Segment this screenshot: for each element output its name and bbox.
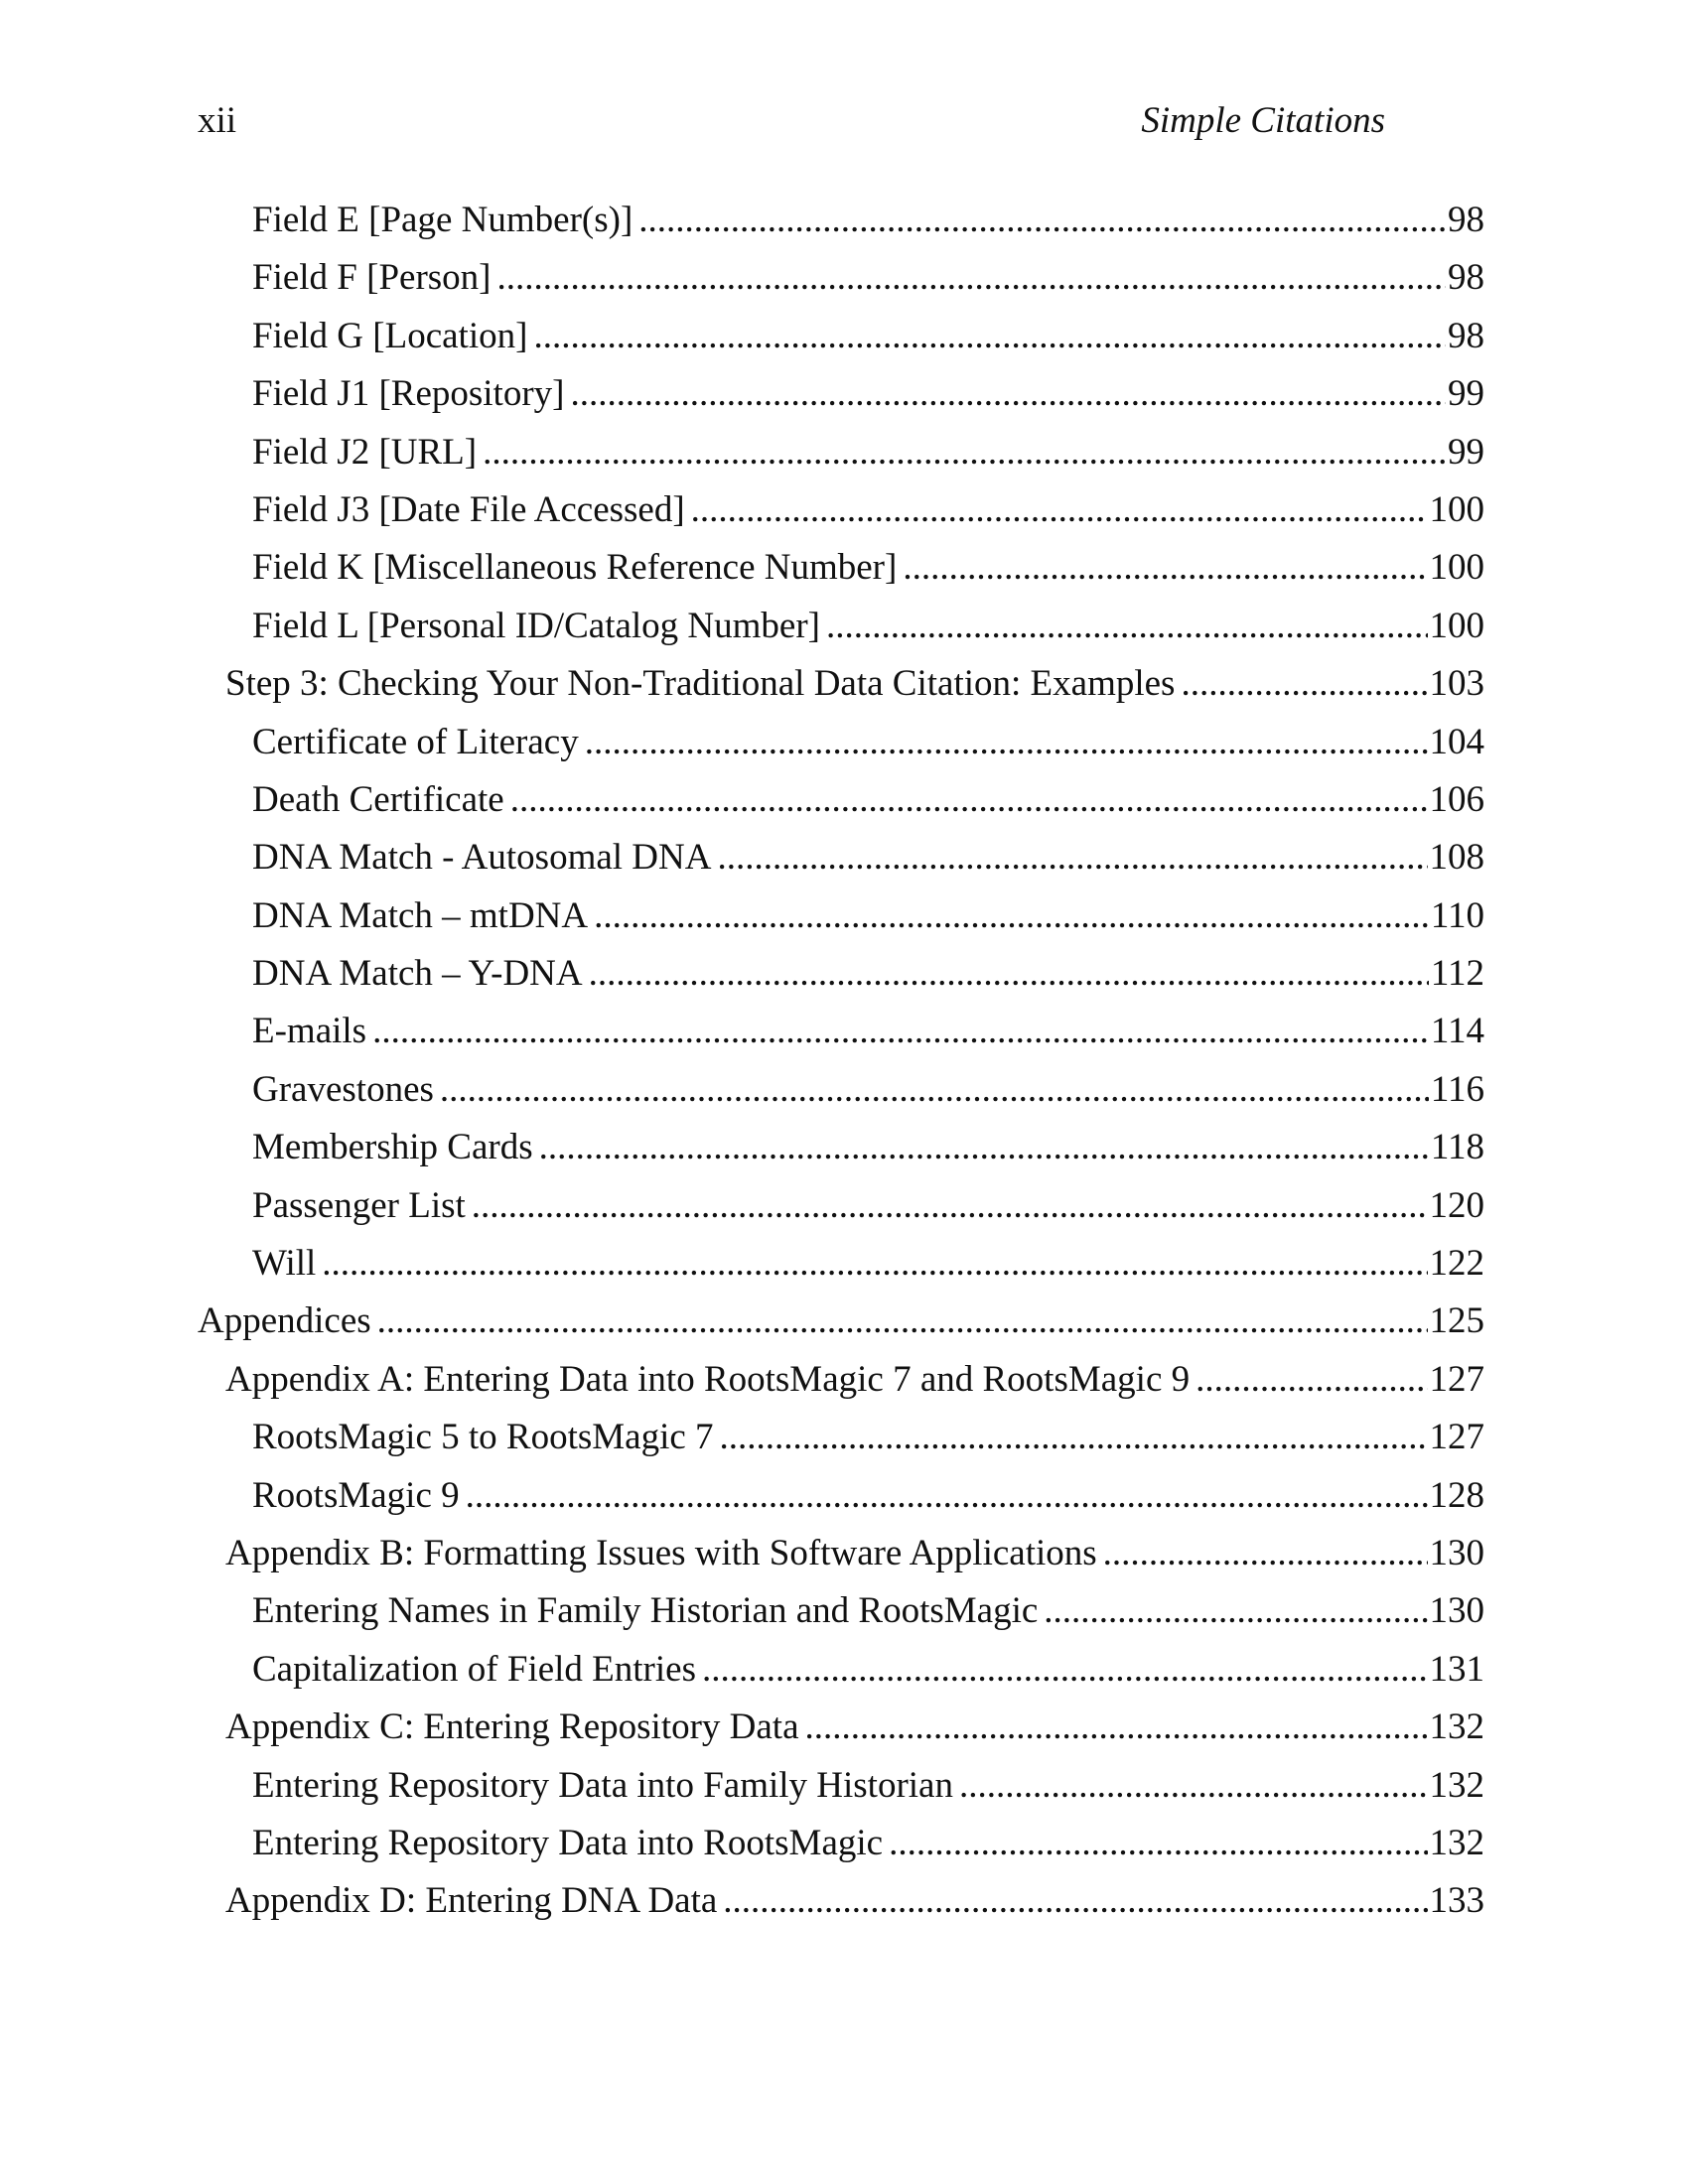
toc-entry-title: DNA Match – mtDNA xyxy=(252,894,589,936)
page-header xyxy=(198,95,1385,147)
toc-entry-title: Appendices xyxy=(198,1300,371,1342)
toc-dot-leader xyxy=(1103,1525,1428,1582)
toc-dot-leader xyxy=(533,308,1446,365)
toc-entry-title: Field F [Person] xyxy=(252,257,492,299)
toc-entry-title: Entering Repository Data into Family Historian xyxy=(252,1764,953,1806)
toc-dot-leader xyxy=(720,1409,1428,1466)
toc-entry xyxy=(198,1351,1484,1409)
toc-entry xyxy=(198,945,1484,1003)
toc-entry xyxy=(198,1177,1484,1235)
toc-entry-title: Appendix A: Entering Data into RootsMagic 7 and RootsMagic 9 xyxy=(225,1358,1191,1400)
toc-entry xyxy=(198,1003,1484,1060)
toc-dot-leader xyxy=(1196,1351,1427,1409)
toc-dot-leader xyxy=(377,1293,1428,1350)
toc-dot-leader xyxy=(805,1699,1428,1756)
toc-entry-title: RootsMagic 9 xyxy=(252,1474,460,1516)
toc-entry xyxy=(198,481,1484,539)
toc-entry xyxy=(198,714,1484,771)
toc-entry-title: Field J1 [Repository] xyxy=(252,373,565,415)
toc-entry-title: RootsMagic 5 to RootsMagic 7 xyxy=(252,1417,714,1458)
toc-entry-title: Field E [Page Number(s)] xyxy=(252,200,633,240)
toc-entry-page: 116 xyxy=(1430,1068,1484,1110)
toc-entry xyxy=(198,1641,1484,1699)
toc-entry xyxy=(198,192,1484,249)
toc-entry-title: Will xyxy=(252,1243,317,1285)
toc-entry-page: 118 xyxy=(1430,1127,1484,1168)
toc-entry-title: Membership Cards xyxy=(252,1127,533,1168)
toc-dot-leader xyxy=(959,1757,1428,1815)
toc-dot-leader xyxy=(717,829,1427,887)
toc-entry-title: Field J2 [URL] xyxy=(252,431,478,473)
toc-entry-title: Appendix C: Entering Repository Data xyxy=(225,1706,799,1748)
toc-entry xyxy=(198,308,1484,365)
toc-entry xyxy=(198,1872,1484,1930)
running-title: Simple Citations xyxy=(1141,100,1385,141)
toc-entry-page: 112 xyxy=(1430,953,1484,995)
toc-dot-leader xyxy=(322,1235,1427,1293)
toc-entry xyxy=(198,1119,1484,1176)
toc-entry-page: 120 xyxy=(1429,1184,1484,1226)
toc-dot-leader xyxy=(510,771,1428,829)
toc-entry xyxy=(198,539,1484,597)
toc-entry-page: 132 xyxy=(1429,1764,1484,1806)
toc-entry xyxy=(198,249,1484,307)
toc-entry-title: Field G [Location] xyxy=(252,315,528,356)
toc-dot-leader xyxy=(585,714,1428,771)
toc-entry-title: Appendix B: Formatting Issues with Software Applications xyxy=(225,1532,1097,1573)
toc-dot-leader xyxy=(889,1815,1427,1872)
toc-dot-leader xyxy=(440,1061,1429,1119)
toc-entry-page: 132 xyxy=(1429,1706,1484,1748)
toc-entry xyxy=(198,1525,1484,1582)
toc-entry-title: Death Certificate xyxy=(252,778,504,820)
toc-entry-page: 110 xyxy=(1430,894,1484,936)
toc-entry xyxy=(198,1582,1484,1640)
page-number: xii xyxy=(198,100,237,141)
toc-entry-page: 104 xyxy=(1429,721,1484,762)
toc-entry-page: 103 xyxy=(1429,663,1484,705)
toc-dot-leader xyxy=(497,249,1447,307)
toc-entry-page: 133 xyxy=(1429,1880,1484,1922)
toc-dot-leader xyxy=(594,887,1429,945)
toc-entry xyxy=(198,1293,1484,1350)
toc-dot-leader xyxy=(702,1641,1428,1699)
toc-entry xyxy=(198,424,1484,481)
toc-entry-page: 127 xyxy=(1429,1417,1484,1458)
toc-entry xyxy=(198,1235,1484,1293)
toc-entry-page: 100 xyxy=(1429,488,1484,530)
toc-dot-leader xyxy=(691,481,1428,539)
toc-dot-leader xyxy=(466,1467,1428,1525)
toc-entry-page: 114 xyxy=(1430,1011,1484,1052)
toc-entry-page: 122 xyxy=(1429,1243,1484,1285)
toc-entry-page: 127 xyxy=(1429,1358,1484,1400)
toc-dot-leader xyxy=(589,945,1429,1003)
toc-entry xyxy=(198,771,1484,829)
toc-dot-leader xyxy=(539,1119,1429,1176)
toc-entry-page: 125 xyxy=(1429,1300,1484,1342)
toc-entry xyxy=(198,1409,1484,1466)
toc-entry xyxy=(198,1061,1484,1119)
toc-dot-leader xyxy=(723,1872,1427,1930)
toc-entry-page: 99 xyxy=(1448,431,1484,473)
toc-entry-page: 130 xyxy=(1429,1590,1484,1632)
toc-entry-title: Gravestones xyxy=(252,1068,434,1110)
toc-entry-title: Field L [Personal ID/Catalog Number] xyxy=(252,605,821,646)
toc-dot-leader xyxy=(1044,1582,1427,1640)
toc-entry-page: 131 xyxy=(1429,1648,1484,1690)
toc-entry xyxy=(198,1699,1484,1756)
toc-entry-page: 100 xyxy=(1429,547,1484,589)
toc-entry-page: 108 xyxy=(1429,837,1484,879)
toc-entry xyxy=(198,365,1484,423)
toc-entry-title: Passenger List xyxy=(252,1184,466,1226)
toc-entry-title: Entering Repository Data into RootsMagic xyxy=(252,1822,884,1863)
toc-entry xyxy=(198,1815,1484,1872)
toc-entry-title: Field K [Miscellaneous Reference Number] xyxy=(252,547,898,589)
table-of-contents xyxy=(198,192,1484,1931)
toc-dot-leader xyxy=(372,1003,1429,1060)
toc-dot-leader xyxy=(903,539,1427,597)
toc-dot-leader xyxy=(570,365,1446,423)
toc-entry-title: Certificate of Literacy xyxy=(252,721,579,762)
toc-entry-title: DNA Match - Autosomal DNA xyxy=(252,837,712,879)
toc-entry xyxy=(198,1757,1484,1815)
toc-entry-title: Field J3 [Date File Accessed] xyxy=(252,488,685,530)
toc-entry-page: 99 xyxy=(1448,373,1484,415)
toc-entry-page: 130 xyxy=(1429,1532,1484,1573)
toc-entry-title: Capitalization of Field Entries xyxy=(252,1648,696,1690)
toc-entry-page: 98 xyxy=(1448,315,1484,356)
toc-entry xyxy=(198,598,1484,655)
toc-entry-page: 128 xyxy=(1429,1474,1484,1516)
toc-dot-leader xyxy=(638,192,1446,249)
toc-entry-page: 98 xyxy=(1448,200,1484,240)
toc-dot-leader xyxy=(826,598,1427,655)
toc-dot-leader xyxy=(483,424,1446,481)
toc-entry-title: Entering Names in Family Historian and RootsMagic xyxy=(252,1590,1039,1632)
toc-entry-page: 106 xyxy=(1429,778,1484,820)
toc-dot-leader xyxy=(1181,655,1427,713)
toc-entry-title: Appendix D: Entering DNA Data xyxy=(225,1880,718,1922)
toc-entry-title: Step 3: Checking Your Non-Traditional Data Citation: Examples xyxy=(225,663,1176,705)
toc-entry-page: 132 xyxy=(1429,1822,1484,1863)
toc-entry-title: E-mails xyxy=(252,1011,367,1052)
toc-entry-page: 100 xyxy=(1429,605,1484,646)
toc-entry xyxy=(198,829,1484,887)
toc-entry xyxy=(198,655,1484,713)
toc-dot-leader xyxy=(472,1177,1428,1235)
toc-entry-title: DNA Match – Y-DNA xyxy=(252,953,583,995)
toc-entry-page: 98 xyxy=(1448,257,1484,299)
toc-entry xyxy=(198,887,1484,945)
toc-entry xyxy=(198,1467,1484,1525)
